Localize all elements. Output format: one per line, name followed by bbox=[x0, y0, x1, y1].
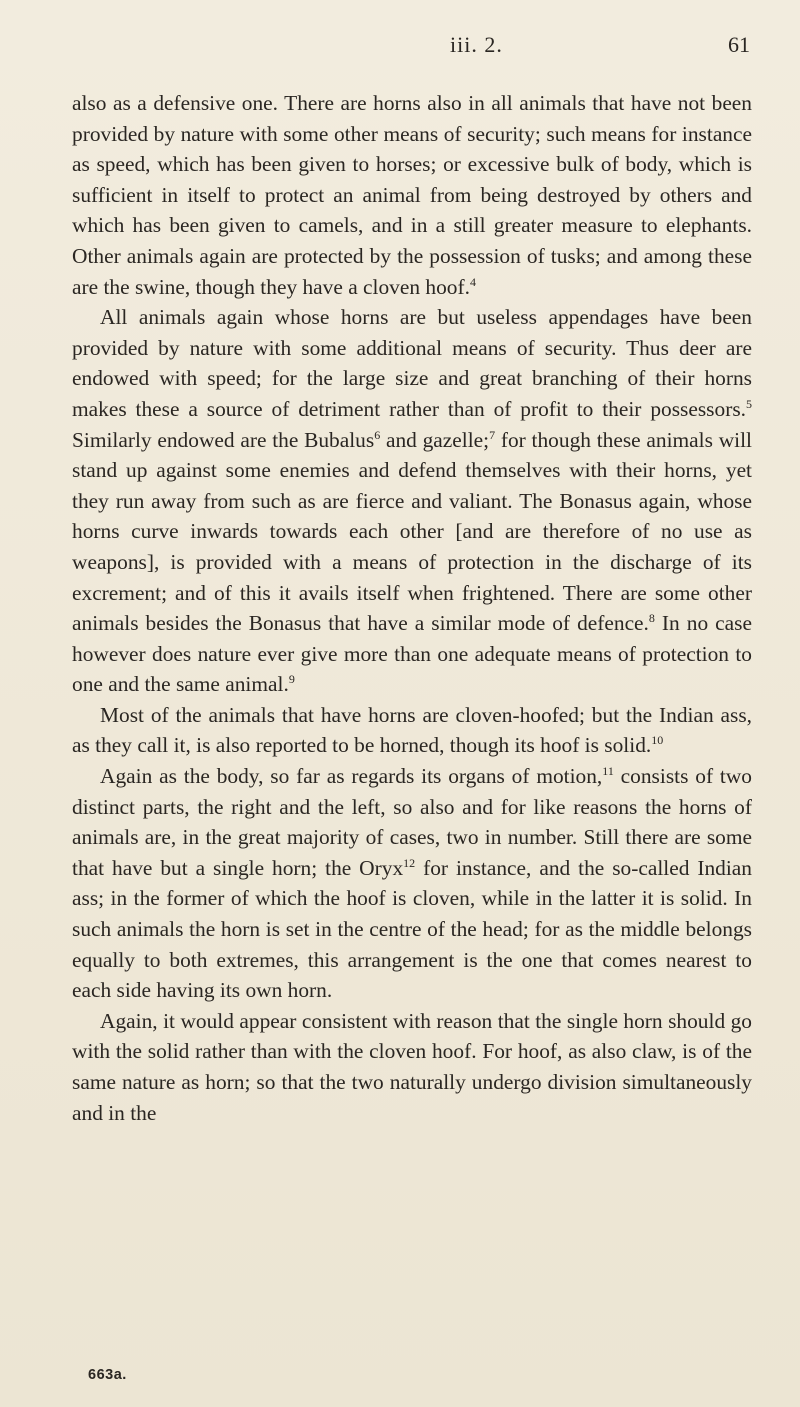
signature-mark: 663a. bbox=[88, 1367, 127, 1383]
body-text bbox=[72, 88, 752, 1128]
section-reference: iii. 2. bbox=[450, 32, 503, 57]
text-run: consists of two distinct parts, the right and the left, so also and for like reasons the horns of animals are, in the great majority of cases, two in number. Still there are some that have but a single horn; the Oryx bbox=[72, 764, 752, 880]
text-run: for though these animals will stand up against some enemies and defend themselves with their horns, yet they run away from such as are fierce and valiant. The Bonasus again, whose horns curve inwards towards each other [and are therefore of no use as weapons], is provided with a means of protection in the discharge of its excrement; and of this it avails itself when frightened. There are some other animals besides the Bonasus that have a similar mode of defence. bbox=[72, 427, 752, 636]
paragraph bbox=[72, 761, 752, 1006]
text-run: Again as the body, so far as regards its organs of motion, bbox=[100, 764, 603, 789]
text-run: Again, it would appear consistent with reason that the single horn should go with the solid rather than with the cloven hoof. For hoof, as also claw, is of the same nature as horn; so that the two naturally undergo division simultaneously and in the bbox=[72, 1008, 752, 1125]
footnote-marker: 9 bbox=[288, 672, 295, 687]
footnote-marker: 12 bbox=[403, 855, 416, 870]
footnote-marker: 4 bbox=[469, 274, 476, 289]
running-header bbox=[72, 32, 750, 62]
footnote-marker: 6 bbox=[374, 427, 381, 442]
text-run: also as a defensive one. There are horns also in all animals that have not been provided by nature with some other means of security; such means for instance as speed, which has been given to horses; or excessive bulk of body, which is sufficient in itself to protect an animal from being destroyed by others and which has been given to camels, and in a still greater measure to elephants. Other animals again are protected by the possession of tusks; and among these are the swine, though they have a cloven hoof. bbox=[72, 91, 752, 299]
text-run: In no case however does nature ever give more than one adequate means of protection to one and the same animal. bbox=[72, 611, 752, 697]
paragraph bbox=[72, 88, 752, 302]
footnote-marker: 10 bbox=[651, 733, 664, 748]
text-run: for instance, and the so-called Indian ass; in the former of which the hoof is cloven, while in the latter it is solid. In such animals the horn is set in the centre of the head; for as the middle belongs equally to both extremes, this arrangement is the one that comes nearest to each side having its own horn. bbox=[72, 855, 752, 1003]
text-run: and gazelle; bbox=[380, 427, 490, 452]
paragraph bbox=[72, 302, 752, 700]
footnote-marker: 7 bbox=[489, 427, 496, 442]
footnote-marker: 5 bbox=[746, 396, 752, 411]
text-run: Most of the animals that have horns are cloven-hoofed; but the Indian ass, as they call it, is also reported to be horned, though its hoof is solid. bbox=[72, 702, 752, 758]
footnote-marker: 11 bbox=[602, 763, 614, 778]
text-run: All animals again whose horns are but useless appendages have been provided by nature with some additional means of security. Thus deer are endowed with speed; for the large size and great branching of their horns makes these a source of detriment rather than of profit to their possessors. bbox=[72, 305, 752, 421]
text-run: Similarly endowed are the Bubalus bbox=[72, 427, 375, 452]
page-number: 61 bbox=[728, 32, 750, 57]
footnote-marker: 8 bbox=[648, 610, 655, 625]
paragraph bbox=[72, 700, 752, 761]
paragraph bbox=[72, 1006, 752, 1128]
